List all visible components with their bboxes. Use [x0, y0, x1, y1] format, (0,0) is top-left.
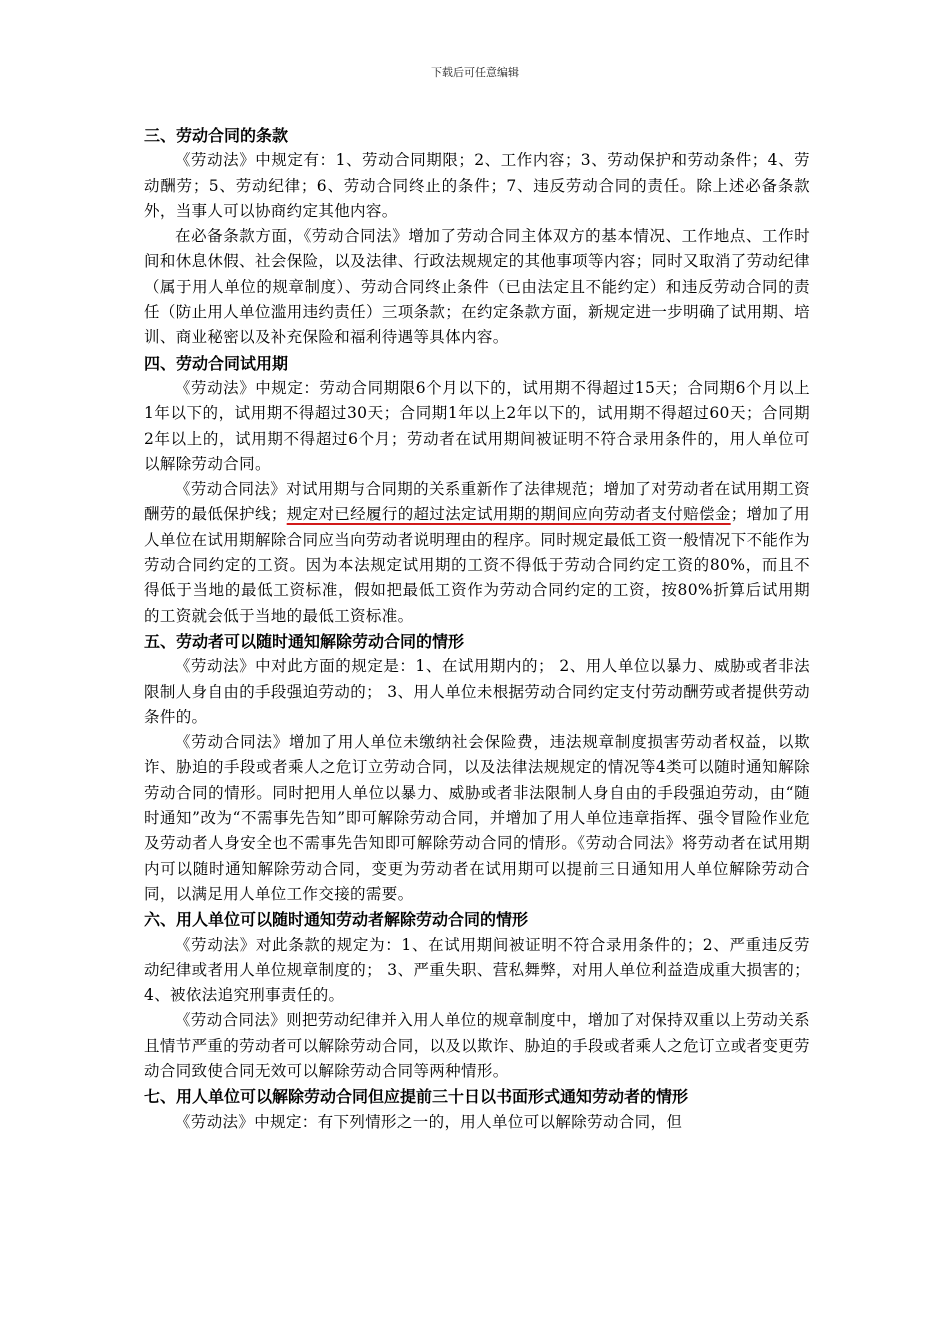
text-run: 《劳动合同法》对试用期与合同期的关系重新作了法律规范；增加了对劳动者在试用期工资酬劳的最低保护线；	[144, 480, 810, 524]
underlined-text: 规定对已经履行的超过法定试用期的期间应向劳动者支付赔偿金	[286, 505, 731, 524]
paragraph: 《劳动法》中规定：有下列情形之一的，用人单位可以解除劳动合同，但	[175, 1112, 683, 1131]
paragraph: 《劳动法》中规定：劳动合同期限6个月以下的，试用期不得超过15天；合同期6个月以上1年以下的，试用期不得超过30天；合同期1年以上2年以下的，试用期不得超过60天；合同期2年以上的，试用期不得超过6个月；劳动者在试用期间被证明不符合录用条件的，用人单位可以解除劳动合同。	[144, 378, 810, 473]
section-heading-3: 三、劳动合同的条款	[144, 126, 289, 145]
paragraph: 《劳动法》中规定有：1、劳动合同期限；2、工作内容；3、劳动保护和劳动条件；4、劳动酬劳；5、劳动纪律；6、劳动合同终止的条件；7、违反劳动合同的责任。除上述必备条款外，当事人可以协商约定其他内容。	[144, 151, 810, 220]
page-header: 下载后可任意编辑	[431, 66, 519, 79]
paragraph: 《劳动法》中对此方面的规定是：1、在试用期内的； 2、用人单位以暴力、威胁或者非法限制人身自由的手段强迫劳动的； 3、用人单位未根据劳动合同约定支付劳动酬劳或者提供劳动条件的。	[144, 657, 810, 726]
document-body	[144, 123, 810, 1135]
paragraph: 《劳动合同法》增加了用人单位未缴纳社会保险费，违法规章制度损害劳动者权益，以欺诈、胁迫的手段或者乘人之危订立劳动合同，以及法律法规规定的情况等4类可以随时通知解除劳动合同的情形。同时把用人单位以暴力、威胁或者非法限制人身自由的手段强迫劳动，由“随时通知”改为“不需事先告知”即可解除劳动合同，并增加了用人单位违章指挥、强令冒险作业危及劳动者人身安全也不需事先告知即可解除劳动合同的情形。《劳动合同法》将劳动者在试用期内可以随时通知解除劳动合同，变更为劳动者在试用期可以提前三日通知用人单位解除劳动合同，以满足用人单位工作交接的需要。	[144, 733, 810, 903]
section-heading-5: 五、劳动者可以随时通知解除劳动合同的情形	[144, 631, 465, 651]
text-run: ；增加了用人单位在试用期解除合同应当向劳动者说明理由的程序。同时规定最低工资一般情况下不能作为劳动合同约定的工资。因为本法规定试用期的工资不得低于劳动合同约定工资的80%，而且不得低于当地的最低工资标准，假如把最低工资作为劳动合同约定的工资，按80%折算后试用期的工资就会低于当地的最低工资标准。	[144, 505, 810, 625]
paragraph: 《劳动法》对此条款的规定为：1、在试用期间被证明不符合录用条件的；2、严重违反劳动纪律或者用人单位规章制度的； 3、严重失职、营私舞弊，对用人单位利益造成重大损害的； 4、被依法追究刑事责任的。	[144, 935, 810, 1005]
paragraph-with-underline	[144, 477, 810, 629]
paragraph: 在必备条款方面，《劳动合同法》增加了劳动合同主体双方的基本情况、工作地点、工作时间和休息休假、社会保险，以及法律、行政法规规定的其他事项等内容；同时又取消了劳动纪律（属于用人单位的规章制度）、劳动合同终止条件（已由法定且不能约定）和违反劳动合同的责任（防止用人单位滥用违约责任）三项条款；在约定条款方面，新规定进一步明确了试用期、培训、商业秘密以及补充保险和福利待遇等具体内容。	[144, 227, 810, 347]
section-heading-6: 六、用人单位可以随时通知劳动者解除劳动合同的情形	[144, 910, 529, 930]
section-heading-7: 七、用人单位可以解除劳动合同但应提前三十日以书面形式通知劳动者的情形	[144, 1087, 689, 1107]
paragraph: 《劳动合同法》则把劳动纪律并入用人单位的规章制度中，增加了对保持双重以上劳动关系且情节严重的劳动者可以解除劳动合同，以及以欺诈、胁迫的手段或者乘人之危订立或者变更劳动合同致使合同无效可以解除劳动合同等两种情形。	[144, 1011, 810, 1080]
section-heading-4: 四、劳动合同试用期	[144, 353, 289, 373]
